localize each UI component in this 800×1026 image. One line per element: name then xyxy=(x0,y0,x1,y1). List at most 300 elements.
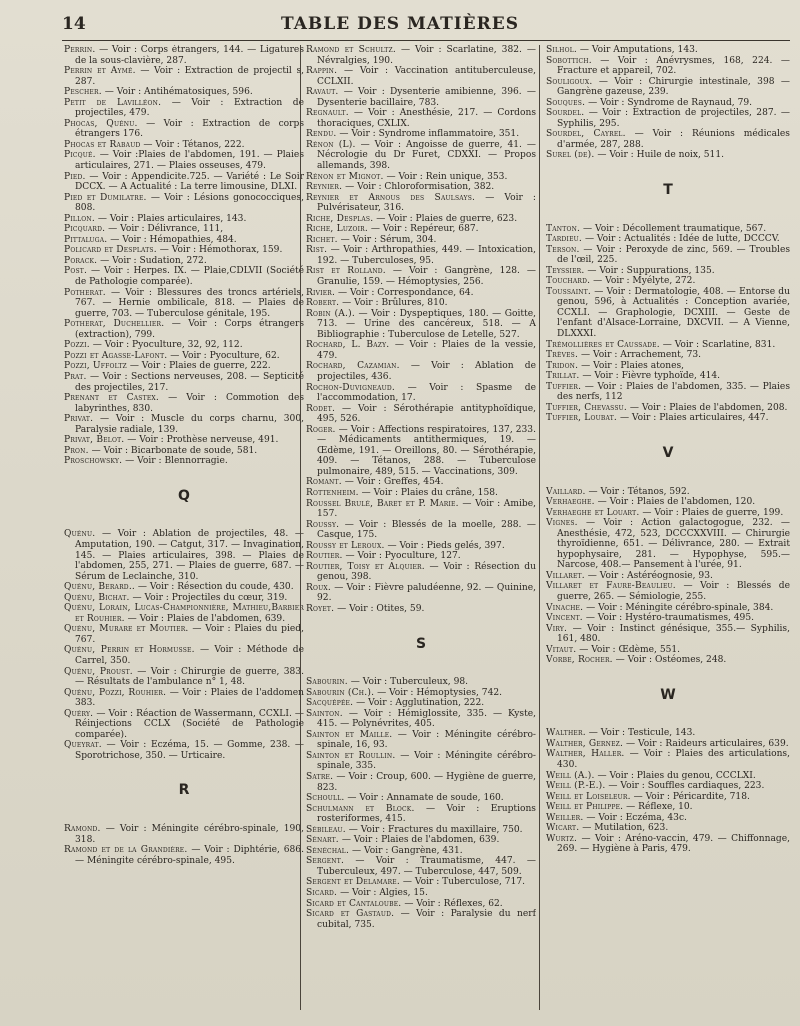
entry-author: Rivier. xyxy=(306,287,336,298)
entry-references: — Voir : Plaies de l'abdomen, 639. xyxy=(127,613,286,624)
entry-author: Richet. xyxy=(306,234,338,245)
entry-author: Pozzi et Agasse-Lafont. xyxy=(64,350,168,361)
entry-references: — Voir : Tuberculeux, 98. xyxy=(350,677,469,688)
entry-references: — Voir : Pulvérisateur, 316. xyxy=(317,192,536,214)
index-entry xyxy=(546,129,790,150)
entry-author: Vinache. xyxy=(546,602,584,613)
entry-author: Pied et Dumilatre. xyxy=(64,192,147,203)
index-entry xyxy=(306,877,536,888)
entry-author: Rendu. xyxy=(306,129,337,140)
entry-references: — Voir : Blessés de guerre, 265. — Sémiologie, 255. xyxy=(557,581,790,602)
index-entry xyxy=(64,87,304,98)
index-entry xyxy=(64,214,304,225)
entry-references: — Voir : Méningite cérébro-spinale, 335. xyxy=(317,750,536,772)
entry-author: Roussy. xyxy=(306,519,340,530)
entry-author: Pillon. xyxy=(64,213,95,224)
index-entry xyxy=(546,287,790,340)
index-entry xyxy=(306,541,536,552)
entry-author: Tardieu. xyxy=(546,234,583,245)
index-entry xyxy=(306,340,536,361)
entry-author: Petit de Lavilléon. xyxy=(64,97,162,108)
entry-author: Quénu, Bichat. xyxy=(64,592,130,603)
entry-author: Weiller. xyxy=(546,812,584,823)
index-entry xyxy=(546,739,790,750)
index-entry xyxy=(546,749,790,770)
entry-author: Vincent. xyxy=(546,613,583,624)
entry-references: — Voir : Myélyte, 272. xyxy=(593,276,696,287)
entry-author: Touchard. xyxy=(546,276,591,287)
index-entry xyxy=(306,235,536,246)
index-entry xyxy=(64,45,304,66)
entry-references: — Voir : Corps étrangers (extraction), 799. xyxy=(75,319,304,340)
entry-references: — Voir : Instinct génésique, 355.— Syphilis, 161, 480. xyxy=(557,623,790,645)
entry-references: — Voir : Affections respiratoires, 137, 233. — Médicaments antithermiques, 19. — Œdème, 191. — Oreillons, 80. — Sérothérapie, 409. — Tétanos, 288. — Tuberculose pulmonaire, 489, 515. — Vaccinations, 309. xyxy=(317,424,536,477)
entry-references: — Voir : Dysenterie amibienne, 396. — Dysenterie bacillaire, 783. xyxy=(317,87,536,108)
index-entry xyxy=(306,288,536,299)
entry-author: Regnault. xyxy=(306,108,349,119)
index-entry xyxy=(306,520,536,541)
index-entry xyxy=(64,624,304,645)
index-entry xyxy=(306,888,536,899)
entry-references: — Voir : Hémiglossite, 335. — Kyste, 415. — Polynévrites, 405. xyxy=(317,708,536,730)
entry-author: Quénu, Berard.. xyxy=(64,582,136,593)
entry-references: — Voir : Plaies articulaires, 447. xyxy=(619,413,769,424)
entry-references: — Voir : Eczéma, 43c. xyxy=(586,812,687,823)
entry-references: — Voir : Réunions médicales d'armée, 287, 288. xyxy=(557,129,790,150)
entry-references: — Voir : Commotion des labyrinthes, 830. xyxy=(75,393,304,414)
entry-references: — Voir : Rein unique, 353. xyxy=(386,171,508,182)
index-entry xyxy=(546,571,790,582)
entry-references: — Voir : Plaies articulaires, 143. xyxy=(97,213,247,224)
index-entry xyxy=(306,298,536,309)
index-entry xyxy=(546,728,790,739)
entry-author: Perrin et Aymé. xyxy=(64,66,136,77)
index-entry xyxy=(546,350,790,361)
entry-references: — Voir : Blessures des troncs artériels, 767. — Hernie ombilicale, 818. — Plaies de guerre, 703. — Tuberculose génitale, 195. xyxy=(75,287,304,319)
index-entry xyxy=(306,899,536,910)
index-entry xyxy=(306,224,536,235)
entry-author: Rist. xyxy=(306,245,328,256)
entry-references: — Voir : Extraction de projectiles, 479. xyxy=(75,97,304,119)
entry-references: — Voir : Eczéma, 15. — Gomme, 238. — Sporotrichose, 350. — Urticaire. xyxy=(75,740,304,761)
index-entry xyxy=(306,425,536,478)
index-entry xyxy=(306,383,536,404)
entry-references: — Voir : Plaies du pied, 767. xyxy=(75,624,304,645)
index-entry xyxy=(64,593,304,604)
index-entry xyxy=(306,182,536,193)
entry-references: — Voir : Aréno-vaccin, 479. — Chiffonnage, 269. — Hygiène à Paris, 479. xyxy=(557,833,790,855)
index-entry xyxy=(306,804,536,825)
entry-author: Quénu, Murare et Moutier. xyxy=(64,624,189,635)
entry-references: — Voir : Correspondance, 64. xyxy=(338,287,474,298)
entry-author: Queyrat. xyxy=(64,740,102,751)
entry-author: Sobottich. xyxy=(546,55,592,66)
entry-author: Tanton. xyxy=(546,223,581,234)
entry-references: — Voir : Pyoculture, 127. xyxy=(345,551,461,562)
entry-author: Quénu, Proust. xyxy=(64,666,133,677)
entry-references: — Voir : Arthropathies, 449. — Intoxication, 192. — Tuberculoses, 95. xyxy=(317,245,536,266)
index-entry xyxy=(546,834,790,855)
entry-references: — Voir : Muscle du corps charnu, 300, Paralysie radiale, 139. xyxy=(75,414,304,435)
index-entry xyxy=(64,603,304,624)
entry-author: Sourdel. xyxy=(546,108,585,119)
entry-references: — Voir : Plaies de l'abdomen, 120. xyxy=(597,497,756,508)
running-title: TABLE DES MATIÈRES xyxy=(280,14,519,34)
entry-author: Rodet. xyxy=(306,403,336,414)
entry-author: Weill et Loiseleur. xyxy=(546,791,631,802)
index-entry xyxy=(64,98,304,119)
page-number: 14 xyxy=(62,14,86,34)
entry-author: Quénu. xyxy=(64,529,96,540)
index-entry xyxy=(306,677,536,688)
entry-author: Ramond et de la Grandière. xyxy=(64,845,188,856)
index-entry xyxy=(64,740,304,761)
entry-references: — Voir : Scarlatine, 382. — Névralgies, 190. xyxy=(317,45,536,66)
index-entry xyxy=(546,98,790,109)
entry-references: — Voir : Plaies du crâne, 158. xyxy=(361,487,498,498)
entry-author: Post. xyxy=(64,266,88,277)
entry-references: — Voir : Dyspeptiques, 180. — Goitte, 713. — Urine des cancéreux, 518. — A Bibliographie : Tuberculose de Letelle, 527. xyxy=(317,308,536,340)
entry-references: — Voir : Méningite cérébro-spinale, 16, 93. xyxy=(317,729,536,751)
entry-author: Rochard, L. Bazy. xyxy=(306,340,390,351)
index-entry xyxy=(546,497,790,508)
index-entry xyxy=(64,266,304,287)
entry-references: — Voir : Arrachement, 73. xyxy=(580,350,702,361)
entry-references: — Voir : Blennorragie. xyxy=(125,456,228,467)
index-entry xyxy=(306,730,536,751)
entry-references: — Réflexe, 10. xyxy=(626,802,693,813)
entry-author: Verhaeghe et Louart. xyxy=(546,507,640,518)
entry-references: — Voir : Otites, 59. xyxy=(337,603,425,614)
entry-references: — Voir : Antihématosiques, 596. xyxy=(104,87,253,98)
entry-author: Sicard et Cantaloube. xyxy=(306,898,402,909)
entry-author: Sacquépée. xyxy=(306,698,354,709)
entry-references: — Voir : Repéreur, 687. xyxy=(370,224,479,235)
entry-author: Weill (A.). xyxy=(546,770,595,781)
entry-author: Robin (A.). xyxy=(306,308,355,319)
entry-author: Quénu, Lorain, Lucas-Championnière, Mathieu,Barbier et Rouhier. xyxy=(64,603,304,624)
index-entry xyxy=(306,846,536,857)
index-entry xyxy=(546,245,790,266)
index-entry xyxy=(64,393,304,414)
entry-author: Terson. xyxy=(546,244,580,255)
entry-references: — Voir : Tuberculose, 717. xyxy=(402,877,526,888)
entry-author: Sénéchal. xyxy=(306,845,350,856)
entry-references: — Voir : Résection du coude, 430. xyxy=(137,582,294,593)
index-entry xyxy=(306,562,536,583)
index-entry xyxy=(546,413,790,424)
entry-references: — Voir : Traumatisme, 447. — Tuberculeux, 497. — Tuberculose, 447, 509. xyxy=(317,856,536,877)
entry-author: Privat, Belot. xyxy=(64,435,125,446)
index-entry xyxy=(546,371,790,382)
entry-references: — Voir : Plaies de la vessie, 479. xyxy=(317,340,536,361)
entry-references: — Voir : Chirurgie intestinale, 398 — Gangrène gazeuse, 239. xyxy=(557,76,790,98)
header-rule xyxy=(62,40,790,41)
index-entry xyxy=(546,45,790,56)
index-entry xyxy=(306,488,536,499)
index-entry xyxy=(64,582,304,593)
entry-references: — Voir : Ostéomes, 248. xyxy=(615,655,727,666)
entry-references: — Voir : Huile de noix, 511. xyxy=(597,150,725,161)
index-entry xyxy=(306,825,536,836)
index-entry xyxy=(546,224,790,235)
entry-references: — Voir : Amibe, 157. xyxy=(317,498,536,520)
entry-references: — Voir : Scarlatine, 831. xyxy=(662,339,776,350)
index-entry xyxy=(306,709,536,730)
section-letter: R xyxy=(178,782,190,799)
entry-references: — Voir : Corps étrangers, 144. — Ligatures de la sous-clavière, 287. xyxy=(75,45,304,66)
entry-author: Quéry. xyxy=(64,708,94,719)
entry-author: Trémollières et Caussade. xyxy=(546,339,660,350)
entry-references: — Voir : Actualités : Idée de lutte, DCCCV. xyxy=(584,234,780,245)
entry-references: — Voir : Décollement traumatique, 567. xyxy=(583,223,767,234)
entry-references: — Voir : Gangrène, 128. — Granulie, 159. — Hémoptysies, 256. xyxy=(317,266,536,288)
entry-author: Rochard, Cazamian. xyxy=(306,361,400,372)
entry-author: Sergent et Delamare. xyxy=(306,877,400,888)
entry-references: — Voir : Extraction de projectiles, 287. — Syphilis, 295. xyxy=(557,108,790,129)
entry-author: Robert. xyxy=(306,298,340,309)
entry-references: — Voir : Appendicite.725. — Variété : Le Soir DCCX. — A Actualité : La terre limousine, DLXI. xyxy=(75,171,304,193)
entry-author: Sabourin (Ch.). xyxy=(306,687,375,698)
column-divider xyxy=(300,45,301,1010)
entry-references: — Voir : Angoisse de guerre, 41. — Nécrologie du Dr Furet, CDXXI. — Propos allemands, 398. xyxy=(317,139,536,172)
entry-author: Porack. xyxy=(64,255,98,266)
index-entry xyxy=(546,403,790,414)
entry-author: Walther. xyxy=(546,728,586,739)
index-entry xyxy=(306,193,536,214)
entry-author: Toussaint. xyxy=(546,286,592,297)
entry-author: Rénon et Mignot. xyxy=(306,171,384,182)
entry-references: — Voir : Agglutination, 222. xyxy=(356,698,485,709)
entry-author: Tuffier. xyxy=(546,381,582,392)
entry-references: — Voir : Sérothérapie antityphoïdique, 495, 526. xyxy=(317,403,536,425)
index-entry xyxy=(546,792,790,803)
index-entry xyxy=(306,245,536,266)
index-entry xyxy=(306,751,536,772)
entry-author: Trillat. xyxy=(546,371,580,382)
index-entry xyxy=(546,361,790,372)
entry-references: — Voir : Réaction de Wassermann, CCXLI. — Réinjections CCLX (Société de Pathologie comparée). xyxy=(75,708,304,740)
entry-author: Verhaeghe. xyxy=(546,497,595,508)
index-entry xyxy=(546,77,790,98)
index-entry xyxy=(306,66,536,87)
entry-author: Rénon (L). xyxy=(306,139,356,150)
index-entry xyxy=(64,319,304,340)
index-entry xyxy=(546,276,790,287)
entry-author: Pron. xyxy=(64,445,89,456)
entry-author: Pied. xyxy=(64,171,86,182)
entry-author: Rist et Rolland. xyxy=(306,266,386,277)
entry-author: Perrin. xyxy=(64,45,96,55)
entry-references: — Voir : Méthode de Carrel, 350. xyxy=(75,645,304,666)
entry-references: — Voir : Souffles cardiaques, 223. xyxy=(608,781,765,792)
entry-references: — Voir : Plaies atones, xyxy=(581,360,685,371)
index-entry xyxy=(546,56,790,77)
entry-references: — Voir : Fièvre typhoïde, 414. xyxy=(582,371,721,382)
entry-author: Ravaut. xyxy=(306,87,339,98)
entry-references: — Voir : Pieds gelés, 397. xyxy=(387,540,505,551)
entry-author: Souques. xyxy=(546,97,586,108)
entry-references: — Voir : Hémopathies, 484. xyxy=(110,234,237,245)
entry-author: Pescher. xyxy=(64,87,102,98)
entry-author: Vignes. xyxy=(546,518,578,529)
index-entry xyxy=(306,583,536,604)
index-entry xyxy=(64,172,304,193)
index-entry xyxy=(546,802,790,813)
entry-references: — Voir : Délivrance, 111, xyxy=(108,224,224,235)
index-entry xyxy=(546,108,790,129)
entry-references: — Voir : Action galactogogue, 232. — Anesthésie, 472, 523, DCCCXXVIII. — Chirurgie thyroïdienne, 651. — Délivrance, 280. — Extrait hypophysaire, 281. — Hypophyse, 595.— Narcose, 408.— Pansement à l'urée, 91. xyxy=(557,518,790,571)
index-entry xyxy=(306,172,536,183)
entry-references: — Voir : Ablation de projectiles, 436. xyxy=(317,361,536,382)
index-entry xyxy=(64,845,304,866)
index-entry xyxy=(306,698,536,709)
index-entry xyxy=(64,688,304,709)
entry-author: Policard et Desplats. xyxy=(64,245,157,256)
entry-author: Walther, Haller. xyxy=(546,749,625,760)
entry-author: Villaret. xyxy=(546,570,585,581)
entry-references: — Voir : Plaies de guerre, 222. xyxy=(129,361,271,372)
entry-author: Souligoux. xyxy=(546,76,593,87)
entry-author: Prenant et Castex. xyxy=(64,393,159,404)
entry-references: — Voir : Diphtérie, 686. — Méningite cérébro-spinale, 495. xyxy=(75,845,304,866)
index-entry xyxy=(306,477,536,488)
entry-author: Sénart. xyxy=(306,835,339,846)
index-entry xyxy=(306,772,536,793)
entry-references: — Voir : Spasme de l'accommodation, 17. xyxy=(317,382,536,404)
entry-author: Proschowsky. xyxy=(64,456,123,467)
index-entry xyxy=(64,351,304,362)
entry-references: — Voir : Croup, 600. — Hygiène de guerre, 823. xyxy=(317,772,536,793)
entry-author: Tuffier, Chevassu. xyxy=(546,402,627,413)
entry-references: — Voir : Péricardite, 718. xyxy=(633,791,750,802)
index-entry xyxy=(306,45,536,66)
index-entry xyxy=(306,361,536,382)
entry-author: Quénu, Perrin et Hormusse. xyxy=(64,645,195,656)
index-entry xyxy=(64,193,304,214)
entry-author: Weill et Philippe. xyxy=(546,802,624,813)
entry-author: Routier, Toisy et Alquier. xyxy=(306,561,425,572)
entry-author: Privat. xyxy=(64,414,94,425)
index-entry xyxy=(546,813,790,824)
entry-references: — Voir : Peroxyde de zinc, 569. — Troubles de l'œil, 225. xyxy=(557,244,790,266)
entry-author: Sergent. xyxy=(306,856,345,867)
index-entry xyxy=(306,309,536,341)
index-entry xyxy=(546,624,790,645)
index-entry xyxy=(306,87,536,108)
entry-references: — Voir : Anévrysmes, 168, 224. — Fracture et appareil, 702. xyxy=(557,55,790,77)
entry-author: Quénu, Pozzi, Rouhier. xyxy=(64,687,167,698)
index-entry xyxy=(306,688,536,699)
entry-references: — Voir : Méningite cérébro-spinale, 190, 318. xyxy=(75,824,304,845)
entry-references: — Voir : Plaies de l'abdomen, 639. xyxy=(341,835,500,846)
entry-references: — Voir : Lésions gonococciques, 808. xyxy=(75,192,304,214)
entry-author: Roussel Brulé, Baret et P. Marie. xyxy=(306,498,459,509)
entry-references: — Voir : Plaies des articulations, 430. xyxy=(557,749,790,770)
section-letter: S xyxy=(415,635,427,652)
entry-author: Sicard et Gastaud. xyxy=(306,909,395,920)
index-entry xyxy=(64,645,304,666)
index-entry xyxy=(546,603,790,614)
entry-references: — Voir : Vaccination antituberculeuse, CCLXII. xyxy=(317,66,536,87)
entry-author: Potherat, Duchellier. xyxy=(64,319,165,330)
entry-author: Teyssier. xyxy=(546,265,585,276)
entry-author: Picqué. xyxy=(64,150,96,161)
entry-author: Pozzi, Uffoltz xyxy=(64,361,127,372)
entry-author: Silhol. xyxy=(546,45,578,55)
entry-references: — Voir : Extraction de corps étrangers 176. xyxy=(75,118,304,140)
entry-references: — Voir : Résection du genou, 398. xyxy=(317,561,536,583)
index-entry xyxy=(306,404,536,425)
entry-author: Pittaluga. xyxy=(64,234,108,245)
entry-author: Prat. xyxy=(64,371,87,382)
section-letter: T xyxy=(663,182,673,199)
index-entry xyxy=(546,655,790,666)
entry-author: Vitaut. xyxy=(546,644,577,655)
entry-references: — Voir : Plaies du genou, CCCLXI. xyxy=(597,770,756,781)
index-entry xyxy=(306,266,536,287)
index-entry xyxy=(64,456,304,467)
entry-references: — Voir : Greffes, 454. xyxy=(344,477,444,488)
section-letter: V xyxy=(662,444,674,461)
index-entry xyxy=(546,234,790,245)
entry-author: Roger. xyxy=(306,424,336,435)
entry-author: Rottenheim. xyxy=(306,487,359,498)
entry-references: — Voir : Anesthésie, 217. — Cordons thoraciques, CXLIX. xyxy=(317,108,536,129)
entry-references: — Voir : Méningite cérébro-spinale, 384. xyxy=(586,602,774,613)
entry-references: — Voir : Suppurations, 135. xyxy=(587,265,715,276)
entry-references: — Voir : Hystéro-traumatismes, 495. xyxy=(585,613,755,624)
index-column-1 xyxy=(64,45,304,1020)
index-entry xyxy=(64,340,304,351)
entry-author: Pozzi. xyxy=(64,340,90,351)
entry-author: Wicart. xyxy=(546,823,580,834)
entry-author: Wurtz. xyxy=(546,833,578,844)
entry-references: — Voir : Testicule, 143. xyxy=(588,728,696,739)
entry-author: Trèves. xyxy=(546,350,579,361)
entry-author: Sicard. xyxy=(306,888,338,899)
section-letter: Q xyxy=(178,487,190,504)
entry-references: — Voir : Hémothorax, 159. xyxy=(159,245,283,256)
entry-references: — Voir : Plaies de l'abdomen, 335. — Plaies des nerfs, 112 xyxy=(557,381,790,403)
index-entry xyxy=(64,361,304,372)
entry-references: — Voir : Fièvre paludéenne, 92. — Quinine, 92. xyxy=(317,582,536,604)
entry-references: — Voir : Pyoculture, 32, 92, 112. xyxy=(92,340,243,351)
entry-author: Ramond et Schultz. xyxy=(306,45,396,55)
index-entry xyxy=(546,781,790,792)
entry-references: — Voir : Œdème, 551. xyxy=(579,644,681,655)
entry-references: — Voir : Syndrome de Raynaud, 79. xyxy=(588,97,753,108)
entry-references: — Voir : Réflexes, 62. xyxy=(404,898,503,909)
entry-references: — Voir : Pyoculture, 62. xyxy=(170,350,280,361)
entry-author: Sainton. xyxy=(306,708,343,719)
index-entry xyxy=(546,823,790,834)
entry-references: — Voir : Eruptions rosteriformes, 415. xyxy=(317,803,536,825)
entry-references: — Voir : Sudation, 272. xyxy=(100,255,207,266)
index-entry xyxy=(64,529,304,582)
entry-author: Ramond. xyxy=(64,824,101,834)
entry-references: — Voir : Herpes. IX. — Plaie,CDLVII (Société de Pathologie comparée). xyxy=(75,266,304,288)
entry-author: Romant. xyxy=(306,477,342,488)
entry-author: Schulmann et Block. xyxy=(306,803,415,814)
index-entry xyxy=(546,150,790,161)
entry-author: Surel (de). xyxy=(546,150,595,161)
entry-references: — Voir : Tétanos, 592. xyxy=(588,486,690,497)
entry-author: Riche, Desplas. xyxy=(306,213,374,224)
entry-author: Villaret et Faure-Beaulieu. xyxy=(546,581,676,592)
index-entry xyxy=(64,372,304,393)
index-entry xyxy=(306,108,536,129)
